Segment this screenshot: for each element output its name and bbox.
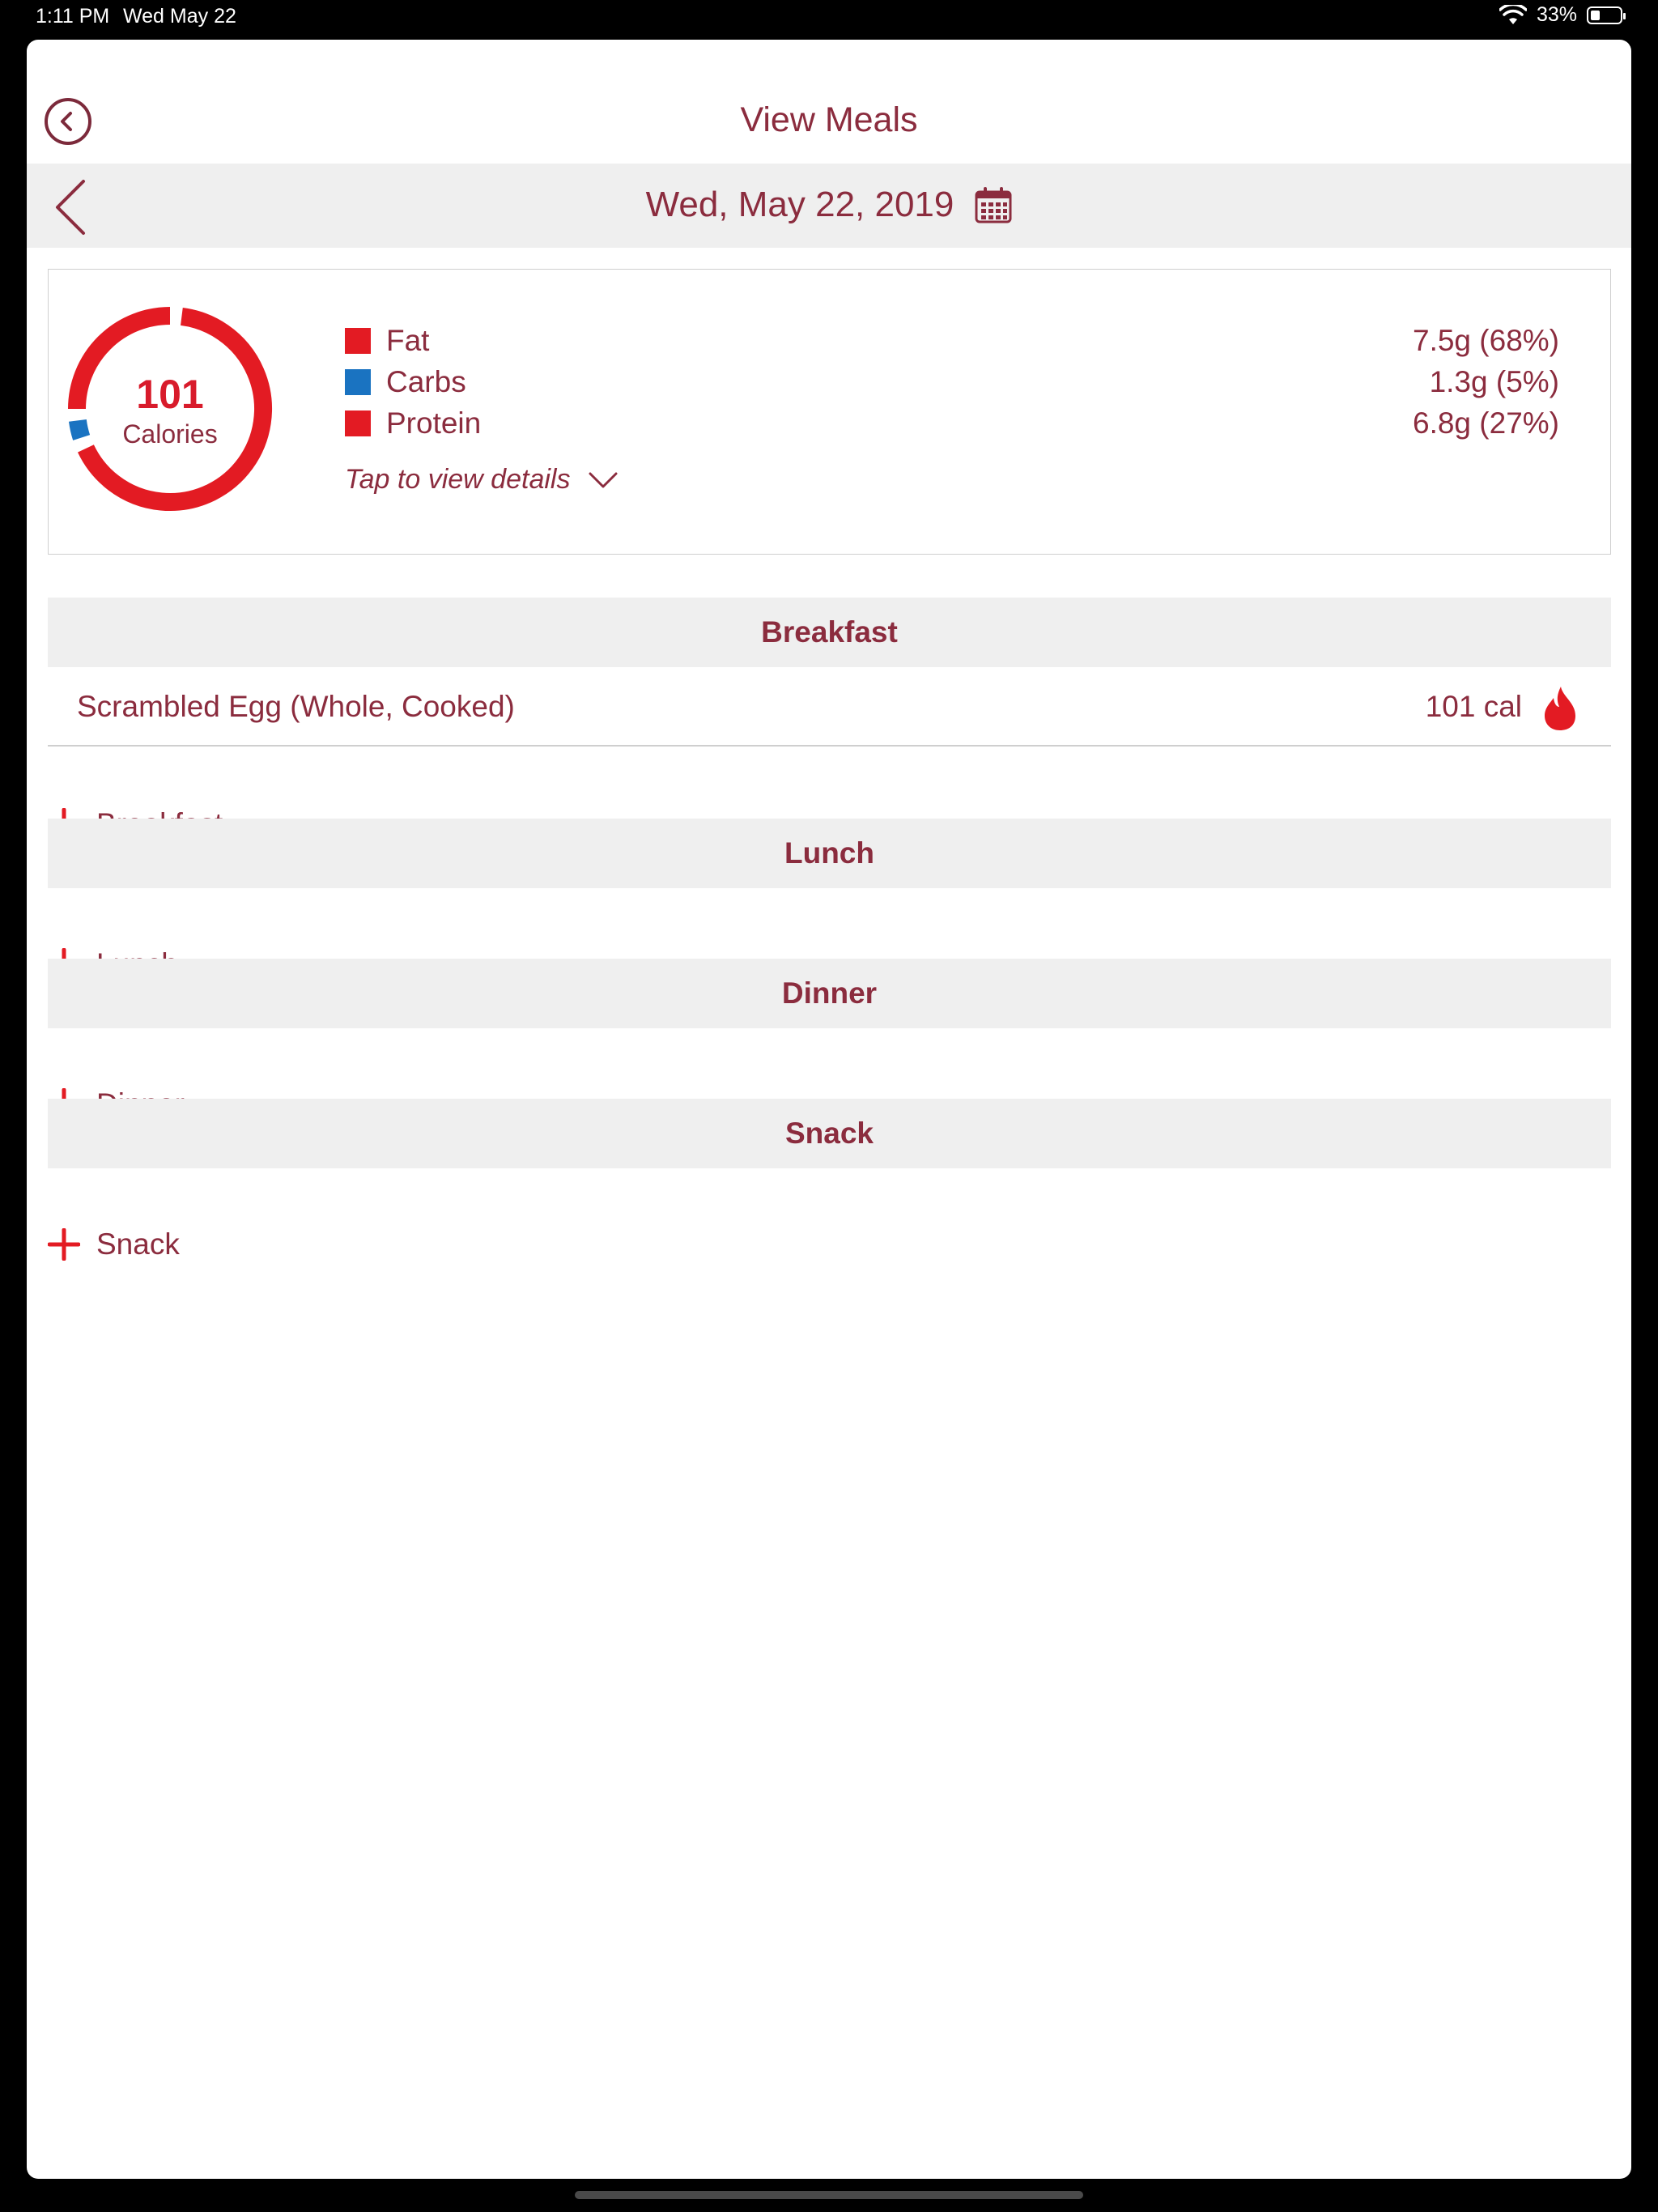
status-right — [1499, 3, 1622, 27]
carbs-value: 1.3g (5%) — [1429, 365, 1559, 398]
status-time: 1:11 PM — [36, 5, 110, 28]
date-display — [27, 185, 1631, 225]
nav-bar — [27, 40, 1631, 164]
page-title: View Meals — [740, 100, 918, 139]
date-label: Wed, May 22, 2019 — [645, 185, 954, 224]
status-date: Wed May 22 — [123, 5, 236, 28]
protein-value: 6.8g (27%) — [1413, 406, 1559, 440]
chevron-down-icon — [588, 470, 619, 490]
battery-icon — [1587, 6, 1622, 24]
home-indicator[interactable] — [575, 2191, 1083, 2199]
main-sheet — [27, 40, 1631, 2179]
fat-swatch — [345, 328, 371, 354]
date-bar — [27, 164, 1631, 248]
battery-level — [1591, 11, 1600, 20]
wifi-icon — [1499, 5, 1527, 26]
food-row[interactable] — [48, 667, 1611, 747]
section-header-dinner: Dinner — [48, 959, 1611, 1028]
view-details-toggle[interactable] — [345, 464, 619, 496]
fat-value: 7.5g (68%) — [1413, 324, 1559, 357]
carbs-swatch — [345, 369, 371, 395]
battery-nub — [1623, 13, 1626, 19]
legend-row-protein — [345, 405, 1559, 446]
add-snack-button[interactable] — [48, 1213, 776, 1276]
status-bar — [0, 0, 1658, 37]
section-header-lunch: Lunch — [48, 819, 1611, 888]
flame-icon — [1540, 685, 1580, 732]
calorie-total: 101 — [136, 372, 204, 417]
carbs-label: Carbs — [386, 365, 466, 398]
battery-percent: 33% — [1536, 3, 1577, 26]
legend-row-carbs — [345, 364, 1559, 405]
section-header-snack: Snack — [48, 1099, 1611, 1168]
calendar-icon[interactable] — [975, 186, 1012, 223]
calorie-label: Calories — [122, 419, 218, 449]
protein-label: Protein — [386, 406, 482, 440]
section-header-breakfast: Breakfast — [48, 598, 1611, 667]
food-calories: 101 cal — [1425, 690, 1522, 723]
protein-swatch — [345, 410, 371, 436]
view-details-label: Tap to view details — [345, 464, 571, 495]
plus-icon — [48, 1228, 80, 1261]
add-snack-label: Snack — [96, 1227, 180, 1261]
macro-legend — [345, 322, 1559, 446]
legend-row-fat — [345, 322, 1559, 364]
food-name: Scrambled Egg (Whole, Cooked) — [77, 690, 515, 723]
nutrition-summary[interactable] — [48, 269, 1611, 555]
fat-label: Fat — [386, 324, 430, 357]
